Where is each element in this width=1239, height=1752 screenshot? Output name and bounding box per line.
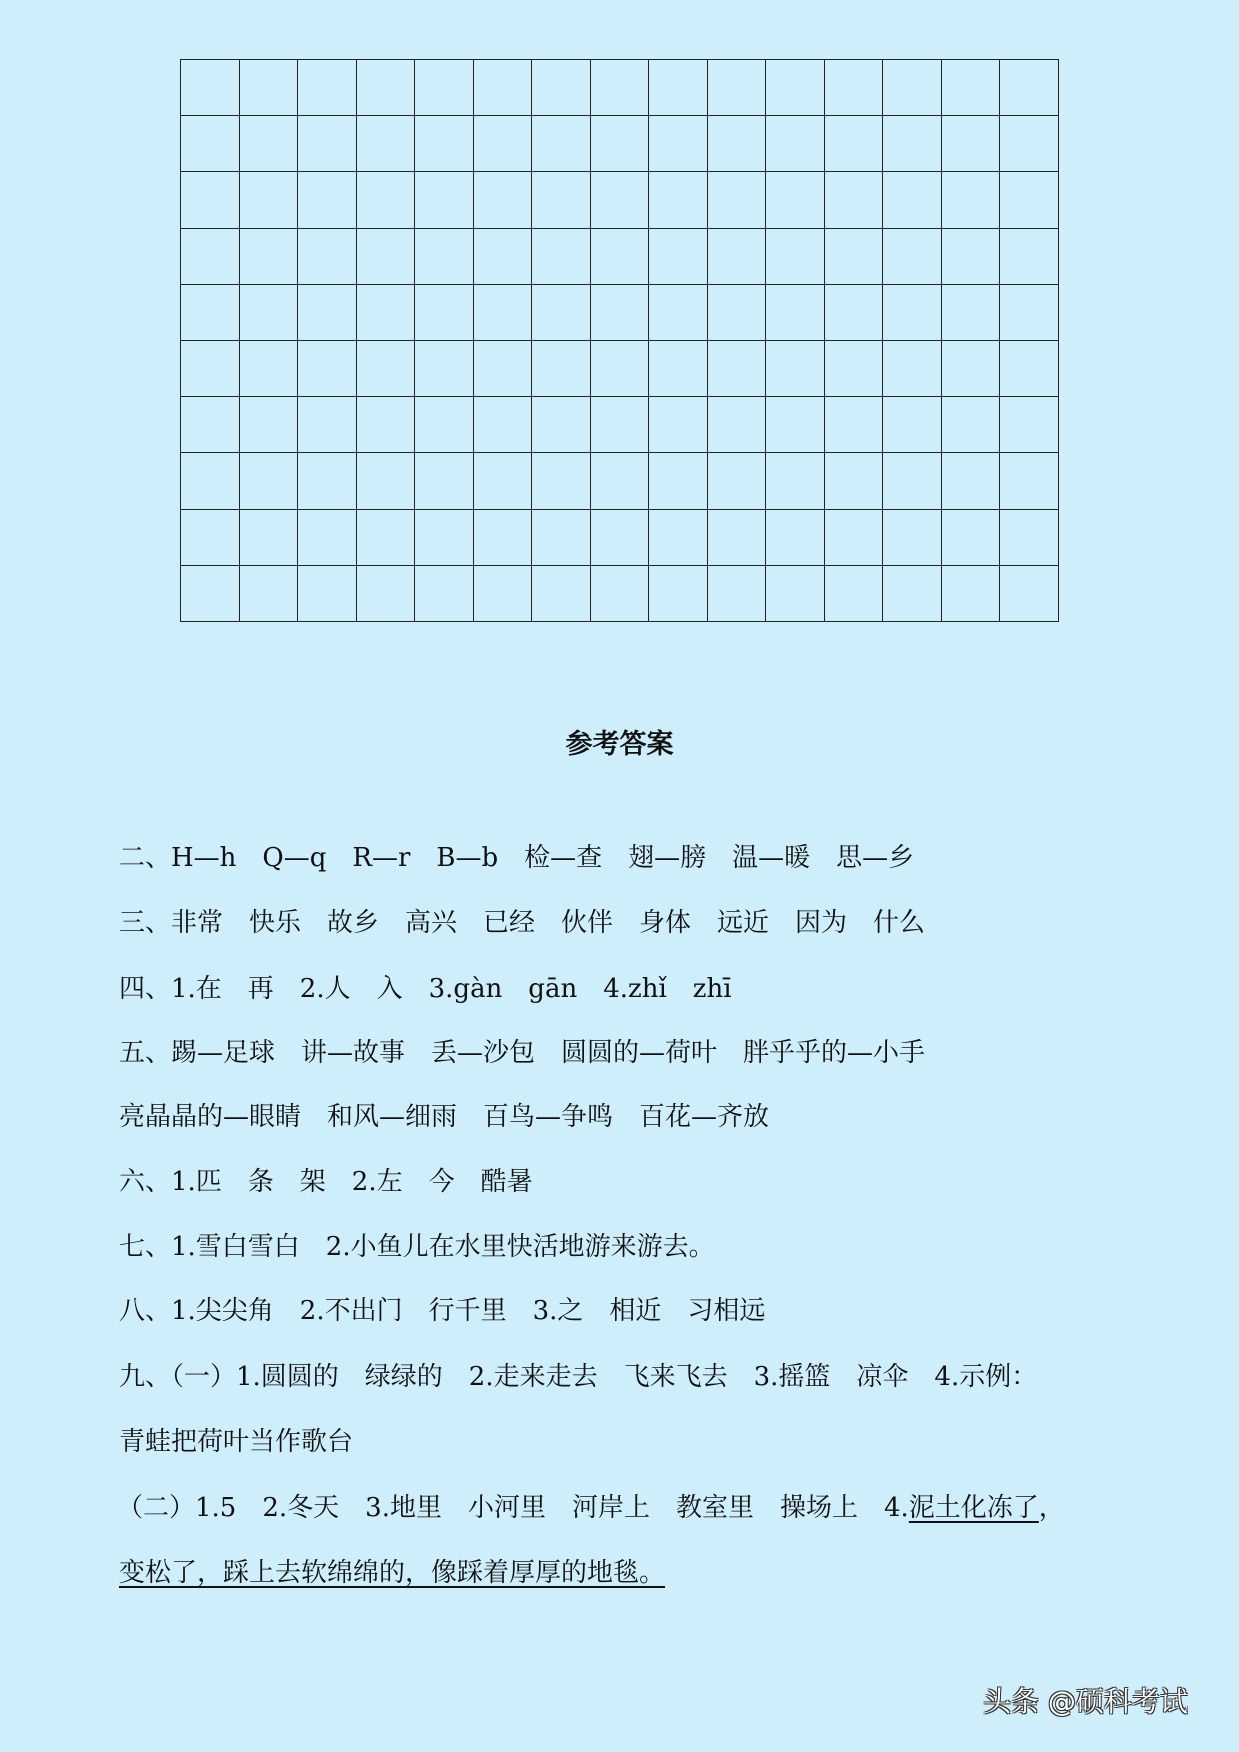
grid-cell [883,285,942,341]
grid-cell [649,116,708,172]
grid-cell [357,453,416,509]
answer-title: 参考答案 [565,729,674,760]
grid-cell [415,566,474,622]
grid-cell [240,341,299,397]
grid-cell [766,510,825,566]
grid-cell [649,172,708,228]
grid-cell [357,510,416,566]
grid-cell [298,453,357,509]
grid-cell [649,285,708,341]
grid-cell [298,510,357,566]
grid-cell [357,285,416,341]
grid-cell [708,229,767,285]
grid-cell [825,453,884,509]
grid-cell [708,397,767,453]
grid-cell [298,229,357,285]
underlined-answer-line: 变松了，踩上去软绵绵的，像踩着厚厚的地毯。 [119,1558,666,1588]
grid-cell [298,285,357,341]
grid-cell [649,341,708,397]
grid-cell [766,397,825,453]
grid-cell [181,172,240,228]
grid-cell [708,172,767,228]
grid-cell [298,116,357,172]
grid-cell [298,566,357,622]
grid-cell [766,60,825,116]
grid-cell [298,341,357,397]
grid-cell [591,285,650,341]
grid-cell [825,341,884,397]
grid-cell [532,566,591,622]
grid-cell [708,566,767,622]
grid-cell [240,566,299,622]
grid-cell [942,341,1001,397]
grid-cell [474,397,533,453]
grid-cell [240,229,299,285]
grid-cell [883,510,942,566]
grid-cell [532,229,591,285]
grid-cell [708,285,767,341]
grid-cell [415,341,474,397]
grid-cell [532,341,591,397]
grid-cell [1000,172,1059,228]
grid-cell [766,566,825,622]
grid-cell [415,116,474,172]
grid-cell [181,397,240,453]
grid-cell [942,172,1001,228]
answer-text: （二）1.5 2.冬天 3.地里 小河里 河岸上 教室里 操场上 4. [117,1493,909,1523]
grid-cell [825,172,884,228]
grid-cell [240,453,299,509]
writing-grid [180,59,1059,622]
grid-cell [357,397,416,453]
grid-cell [766,229,825,285]
grid-cell [181,510,240,566]
grid-cell [240,60,299,116]
grid-cell [766,341,825,397]
grid-cell [883,229,942,285]
grid-cell [532,510,591,566]
grid-cell [181,341,240,397]
answer-line: 八、1.尖尖角 2.不出门 行千里 3.之 相近 习相远 [119,1296,766,1326]
grid-cell [240,510,299,566]
grid-cell [474,116,533,172]
grid-cell [591,510,650,566]
grid-cell [415,397,474,453]
grid-cell [181,453,240,509]
grid-cell [708,60,767,116]
grid-cell [474,172,533,228]
grid-cell [825,397,884,453]
grid-cell [415,510,474,566]
grid-cell [766,285,825,341]
grid-cell [474,566,533,622]
answer-line: 三、非常 快乐 故乡 高兴 已经 伙伴 身体 远近 因为 什么 [119,908,926,938]
answer-line: 九、（一）1.圆圆的 绿绿的 2.走来走去 飞来飞去 3.摇篮 凉伞 4.示例： [119,1362,1038,1392]
grid-cell [181,116,240,172]
grid-cell [825,229,884,285]
grid-cell [357,60,416,116]
grid-cell [474,510,533,566]
grid-cell [240,397,299,453]
grid-cell [532,453,591,509]
grid-cell [532,397,591,453]
grid-cell [649,453,708,509]
answer-line: 四、1.在 再 2.人 入 3.gàn gān 4.zhǐ zhī [119,974,732,1004]
grid-cell [474,453,533,509]
grid-cell [942,116,1001,172]
grid-cell [825,566,884,622]
grid-cell [298,397,357,453]
grid-cell [766,172,825,228]
answer-line: 五、踢—足球 讲—故事 丢—沙包 圆圆的—荷叶 胖乎乎的—小手 [119,1038,926,1068]
grid-cell [357,172,416,228]
grid-cell [1000,116,1059,172]
grid-cell [883,172,942,228]
grid-cell [415,453,474,509]
grid-cell [649,60,708,116]
grid-cell [649,397,708,453]
grid-cell [1000,229,1059,285]
grid-cell [942,397,1001,453]
grid-cell [883,566,942,622]
grid-cell [532,172,591,228]
grid-cell [357,229,416,285]
grid-cell [1000,341,1059,397]
grid-cell [708,510,767,566]
grid-cell [708,453,767,509]
grid-cell [474,60,533,116]
grid-cell [766,453,825,509]
grid-cell [825,510,884,566]
grid-cell [532,60,591,116]
grid-cell [532,116,591,172]
grid-cell [591,566,650,622]
grid-cell [649,229,708,285]
grid-cell [1000,453,1059,509]
grid-cell [942,566,1001,622]
grid-cell [942,229,1001,285]
grid-cell [825,285,884,341]
grid-cell [532,285,591,341]
underlined-answer: 泥土化冻了 [908,1493,1039,1523]
answer-line: 青蛙把荷叶当作歌台 [119,1427,354,1457]
answer-line: 亮晶晶的—眼睛 和风—细雨 百鸟—争鸣 百花—齐放 [119,1102,770,1132]
grid-cell [591,172,650,228]
grid-cell [1000,285,1059,341]
answer-line: 二、H—h Q—q R—r B—b 检—查 翅—膀 温—暖 思—乡 [119,843,915,873]
grid-cell [942,285,1001,341]
grid-cell [357,566,416,622]
answer-line: 六、1.匹 条 架 2.左 今 酷暑 [119,1167,533,1197]
answer-line-er [117,1491,1065,1525]
grid-cell [591,397,650,453]
grid-cell [766,116,825,172]
grid-cell [357,341,416,397]
grid-cell [883,341,942,397]
grid-cell [415,60,474,116]
grid-cell [240,116,299,172]
grid-cell [591,116,650,172]
grid-cell [415,229,474,285]
grid-cell [415,285,474,341]
grid-cell [181,229,240,285]
grid-cell [474,341,533,397]
grid-cell [825,116,884,172]
grid-cell [415,172,474,228]
grid-cell [474,285,533,341]
grid-cell [883,116,942,172]
grid-cell [649,566,708,622]
grid-cell [942,510,1001,566]
watermark: 头条 @硕科考试 [983,1685,1188,1718]
grid-cell [1000,397,1059,453]
grid-cell [708,341,767,397]
grid-cell [942,60,1001,116]
answer-text: ， [1038,1493,1065,1523]
grid-cell [357,116,416,172]
grid-cell [883,60,942,116]
grid-cell [883,453,942,509]
grid-cell [591,229,650,285]
grid-cell [1000,60,1059,116]
grid-cell [591,453,650,509]
grid-cell [298,172,357,228]
grid-cell [1000,566,1059,622]
grid-cell [181,60,240,116]
grid-cell [298,60,357,116]
grid-cell [591,341,650,397]
grid-cell [1000,510,1059,566]
answer-line: 七、1.雪白雪白 2.小鱼儿在水里快活地游来游去。 [119,1232,715,1262]
grid-cell [181,285,240,341]
grid-cell [181,566,240,622]
grid-cell [240,285,299,341]
grid-cell [708,116,767,172]
grid-cell [825,60,884,116]
grid-cell [474,229,533,285]
grid-cell [649,510,708,566]
grid-cell [883,397,942,453]
grid-cell [591,60,650,116]
grid-cell [240,172,299,228]
grid-cell [942,453,1001,509]
